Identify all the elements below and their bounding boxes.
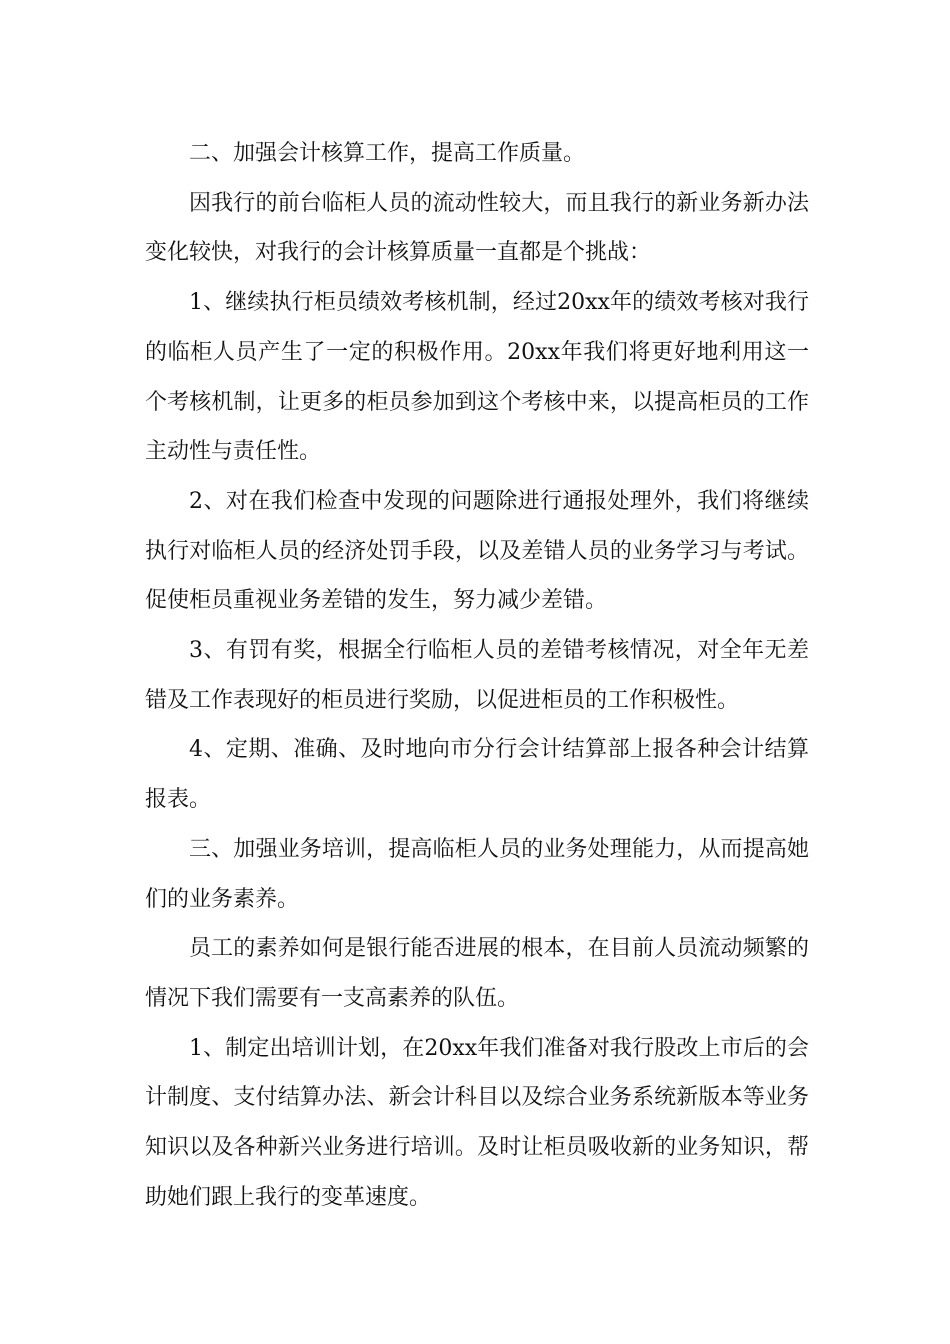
paragraph-item-1-performance: 1、继续执行柜员绩效考核机制，经过20xx年的绩效考核对我行的临柜人员产生了一定的积极作用。20xx年我们将更好地利用这一个考核机制，让更多的柜员参加到这个考核中来，以提高柜员的工作主动性与责任性。 xyxy=(145,290,809,465)
paragraph-training-intro: 员工的素养如何是银行能否进展的根本，在目前人员流动频繁的情况下我们需要有一支高素养的队伍。 xyxy=(145,936,809,1011)
section-heading-accounting: 二、加强会计核算工作，提高工作质量。 xyxy=(189,141,586,166)
section-heading-training: 三、加强业务培训，提高临柜人员的业务处理能力，从而提高她们的业务素养。 xyxy=(145,836,809,912)
paragraph-item-2-penalty: 2、对在我们检查中发现的问题除进行通报处理外，我们将继续执行对临柜人员的经济处罚手段，以及差错人员的业务学习与考试。促使柜员重视业务差错的发生，努力减少差错。 xyxy=(145,488,809,614)
document-body xyxy=(145,129,809,1222)
paragraph-item-3-reward: 3、有罚有奖，根据全行临柜人员的差错考核情况，对全年无差错及工作表现好的柜员进行奖励，以促进柜员的工作积极性。 xyxy=(145,638,809,713)
paragraph-training-item-1: 1、制定出培训计划，在20xx年我们准备对我行股改上市后的会计制度、支付结算办法、新会计科目以及综合业务系统新版本等业务知识以及各种新兴业务进行培训。及时让柜员吸收新的业务知识，帮助她们跟上我行的变革速度。 xyxy=(145,1035,809,1210)
paragraph-item-4-reporting: 4、定期、准确、及时地向市分行会计结算部上报各种会计结算报表。 xyxy=(145,737,809,813)
paragraph-accounting-intro: 因我行的前台临柜人员的流动性较大，而且我行的新业务新办法变化较快，对我行的会计核算质量一直都是个挑战： xyxy=(145,190,809,266)
